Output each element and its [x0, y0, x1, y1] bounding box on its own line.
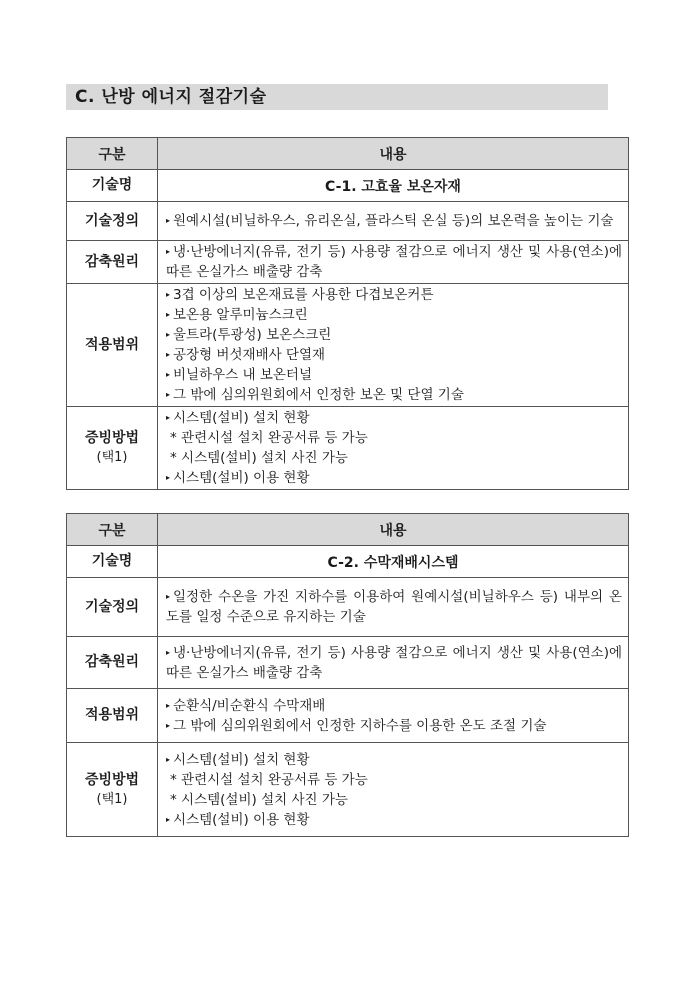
bullet-icon: ▸ — [166, 390, 171, 399]
bullet-icon: ▸ — [166, 310, 171, 319]
label-definition: 기술정의 — [67, 202, 158, 241]
bullet-icon: ▸ — [166, 290, 171, 299]
note-item: * 관련시설 설치 완공서류 등 가능 — [170, 430, 368, 446]
bullet-icon: ▸ — [166, 247, 171, 256]
bullet-icon: ▸ — [166, 592, 171, 601]
list-item: ▸ 그 밖에 심의위원회에서 인정한 보온 및 단열 기술 — [166, 387, 464, 403]
list-item: ▸ 냉·난방에너지(유류, 전기 등) 사용량 절감으로 에너지 생산 및 사용(연소)에 따른 온실가스 배출량 감축 — [166, 644, 622, 681]
list-item: ▸ 시스템(설비) 이용 현황 — [166, 470, 310, 486]
list-item: ▸ 공장형 버섯재배사 단열재 — [166, 347, 326, 363]
header-category: 구분 — [67, 138, 158, 170]
definition-content — [158, 202, 629, 241]
bullet-icon: ▸ — [166, 413, 171, 422]
note-item: * 시스템(설비) 설치 사진 가능 — [170, 450, 348, 466]
list-item: ▸ 3겹 이상의 보온재료를 사용한 다겹보온커튼 — [166, 287, 434, 303]
label-evidence: 증빙방법 (택1) — [67, 743, 158, 837]
header-category: 구분 — [67, 514, 158, 546]
label-principle: 감축원리 — [67, 637, 158, 689]
bullet-icon: ▸ — [166, 814, 171, 824]
tech-name-value: C-1. 고효율 보온자재 — [158, 170, 629, 202]
label-evidence: 증빙방법 (택1) — [67, 407, 158, 490]
section-heading: C. 난방 에너지 절감기술 — [66, 84, 608, 110]
bullet-icon: ▸ — [166, 216, 171, 225]
table-header-row — [67, 138, 629, 170]
bullet-icon: ▸ — [166, 700, 171, 710]
bullet-icon: ▸ — [166, 350, 171, 359]
list-item: ▸ 비닐하우스 내 보온터널 — [166, 367, 313, 383]
list-item: ▸ 시스템(설비) 설치 현황 — [166, 751, 310, 768]
label-tech-name: 기술명 — [67, 170, 158, 202]
evidence-content — [158, 743, 629, 837]
row-tech-name — [67, 546, 629, 578]
scope-content — [158, 689, 629, 743]
row-evidence — [67, 743, 629, 837]
bullet-icon: ▸ — [166, 330, 171, 339]
label-scope: 적용범위 — [67, 689, 158, 743]
row-scope — [67, 284, 629, 407]
list-item: ▸ 그 밖에 심의위원회에서 인정한 지하수를 이용한 온도 조절 기술 — [166, 717, 547, 734]
list-item: ▸ 냉·난방에너지(유류, 전기 등) 사용량 절감으로 에너지 생산 및 사용(연소)에 따른 온실가스 배출량 감축 — [166, 244, 622, 280]
principle-content — [158, 241, 629, 284]
label-tech-name: 기술명 — [67, 546, 158, 578]
row-principle — [67, 637, 629, 689]
note-item: * 관련시설 설치 완공서류 등 가능 — [170, 771, 368, 788]
list-item: ▸ 시스템(설비) 이용 현황 — [166, 811, 310, 828]
scope-content — [158, 284, 629, 407]
tech-table-c2 — [66, 513, 629, 837]
list-item: ▸ 시스템(설비) 설치 현황 — [166, 410, 310, 426]
header-content: 내용 — [158, 514, 629, 546]
tech-name-value: C-2. 수막재배시스템 — [158, 546, 629, 578]
label-principle: 감축원리 — [67, 241, 158, 284]
list-item: ▸ 원예시설(비닐하우스, 유리온실, 플라스틱 온실 등)의 보온력을 높이는 기술 — [166, 213, 614, 229]
definition-content — [158, 578, 629, 637]
header-content: 내용 — [158, 138, 629, 170]
row-definition — [67, 202, 629, 241]
label-evidence-sub: (택1) — [96, 450, 128, 465]
label-scope: 적용범위 — [67, 284, 158, 407]
label-definition: 기술정의 — [67, 578, 158, 637]
row-tech-name — [67, 170, 629, 202]
bullet-icon: ▸ — [166, 754, 171, 764]
tech-table-c1 — [66, 137, 629, 490]
list-item: ▸ 보온용 알루미늄스크린 — [166, 307, 308, 323]
list-item: ▸ 울트라(투광성) 보온스크린 — [166, 327, 332, 343]
row-principle — [67, 241, 629, 284]
list-item: ▸ 순환식/비순환식 수막재배 — [166, 697, 326, 714]
table-header-row — [67, 514, 629, 546]
note-item: * 시스템(설비) 설치 사진 가능 — [170, 791, 348, 808]
label-evidence-sub: (택1) — [96, 791, 128, 807]
list-item: ▸ 일정한 수온을 가진 지하수를 이용하여 원예시설(비닐하우스 등) 내부의 온도를 일정 수준으로 유지하는 기술 — [166, 589, 622, 625]
bullet-icon: ▸ — [166, 647, 171, 657]
row-scope — [67, 689, 629, 743]
row-evidence — [67, 407, 629, 490]
row-definition — [67, 578, 629, 637]
bullet-icon: ▸ — [166, 720, 171, 730]
principle-content — [158, 637, 629, 689]
evidence-content — [158, 407, 629, 490]
bullet-icon: ▸ — [166, 370, 171, 379]
bullet-icon: ▸ — [166, 473, 171, 482]
